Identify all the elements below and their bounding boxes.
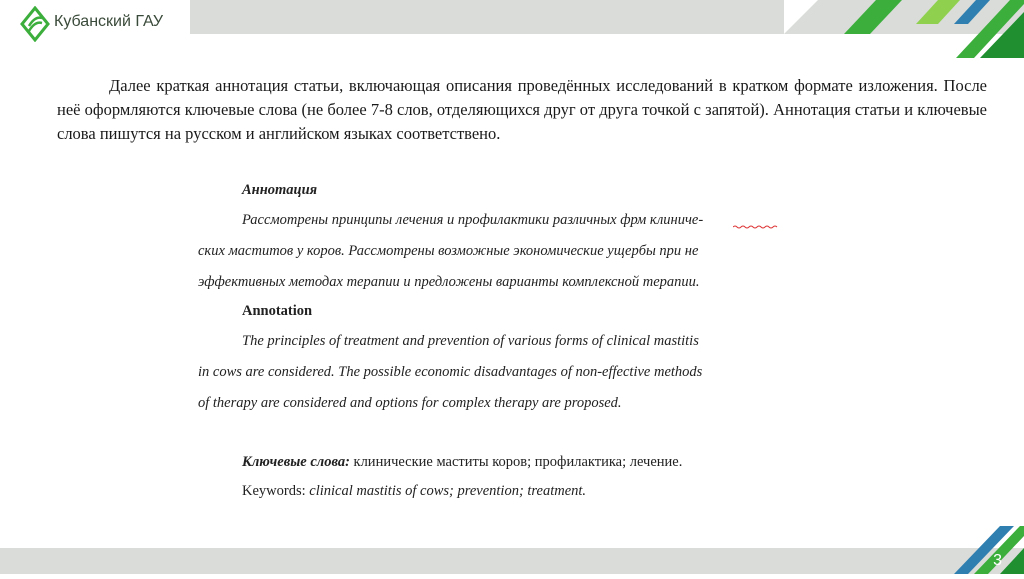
keywords-ru-label: Ключевые слова:	[242, 454, 350, 470]
keywords-ru	[242, 454, 842, 471]
header-decor-stripes	[784, 0, 1024, 60]
keywords-en	[242, 483, 842, 500]
keywords-en-text: clinical mastitis of cows; prevention; treatment.	[305, 483, 587, 499]
footer-gray-band	[0, 548, 1024, 574]
en-line-2: in cows are considered. The possible economic disadvantages of non-effective methods	[198, 364, 703, 380]
ru-line-3: эффективных методах терапии и предложены варианты комплексной терапии.	[198, 274, 700, 290]
intro-paragraph: Далее краткая аннотация статьи, включающая описания проведённых исследований в кратком формате изложения. После неё оформляются ключевые слова (не более 7-8 слов, отделяющихся друг от друга точкой с запятой). Аннотация статьи и ключевые слова пишутся на русском и английском языках соответствено.	[57, 76, 987, 143]
page-number: 3	[993, 552, 1002, 569]
ru-heading: Аннотация	[242, 182, 318, 198]
ru-line-1: Рассмотрены принципы лечения и профилактики различных фрм клиниче-	[242, 212, 704, 228]
keywords-en-label: Keywords:	[242, 483, 306, 499]
ru-line-2: ских маститов у коров. Рассмотрены возможные экономические ущербы при не	[198, 243, 699, 259]
kubsau-leaf-logo-icon	[20, 6, 50, 42]
spellcheck-underline-icon	[733, 225, 778, 229]
keywords-ru-text: клинические маститы коров; профилактика; лечение.	[349, 454, 683, 470]
en-line-3: of therapy are considered and options for complex therapy are proposed.	[198, 395, 622, 411]
footer-decor-stripes	[904, 526, 1024, 574]
brand-name: Кубанский ГАУ	[54, 13, 164, 30]
en-line-1: The principles of treatment and prevention of various forms of clinical mastitis	[242, 333, 699, 349]
en-heading: Annotation	[242, 303, 313, 319]
